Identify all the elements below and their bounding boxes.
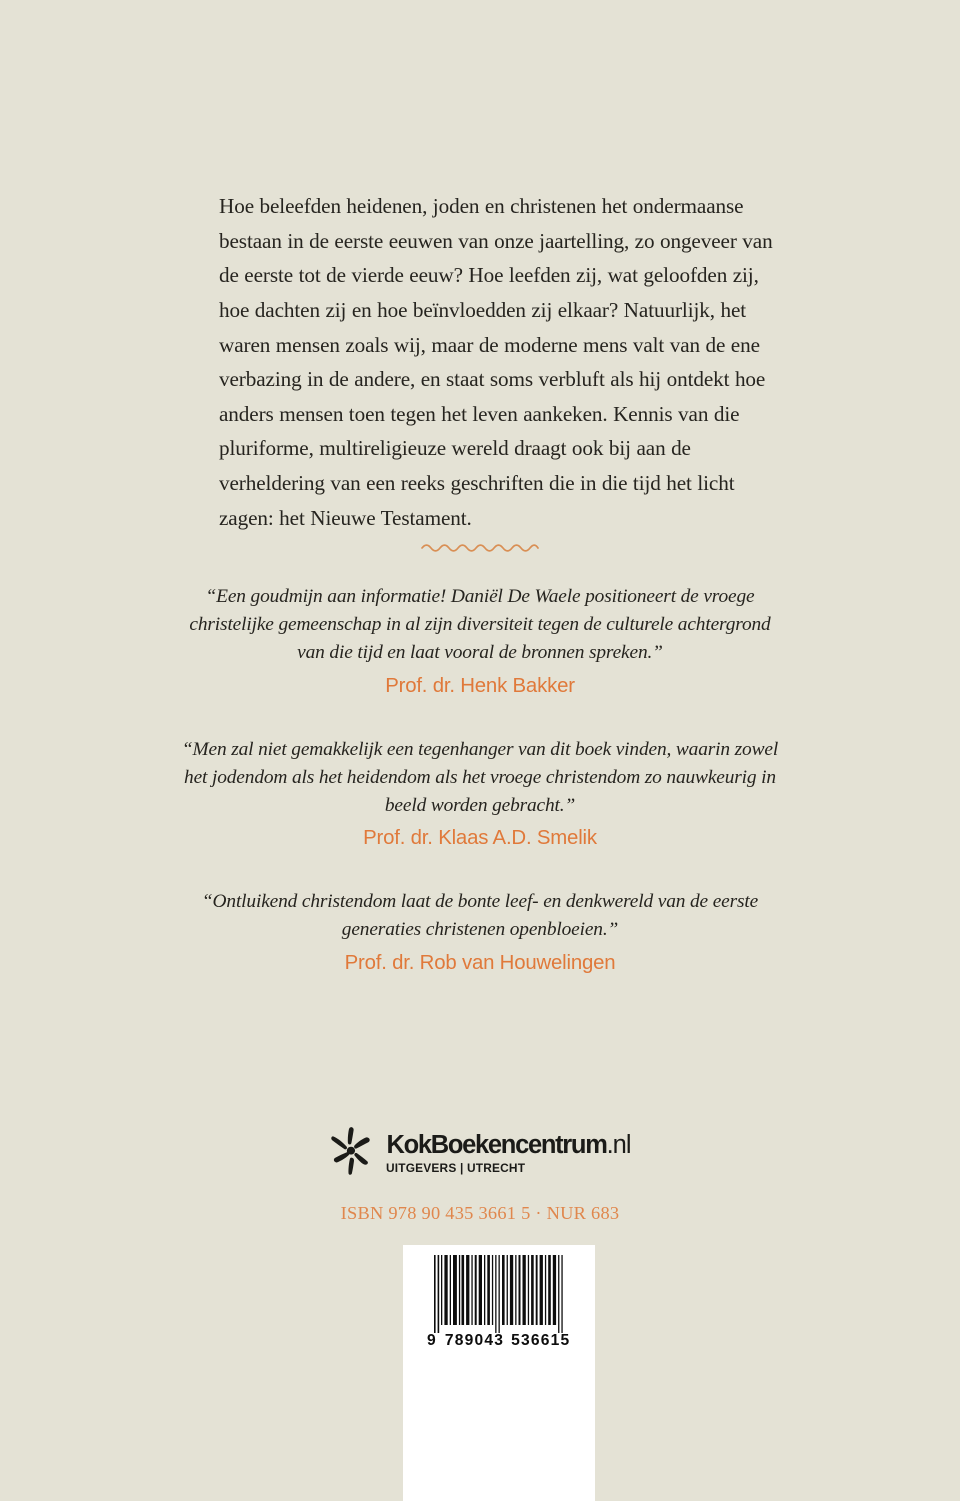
endorsement-item bbox=[170, 888, 790, 976]
barcode-digits-left: 789043 bbox=[444, 1332, 505, 1349]
endorsement-attribution: Prof. dr. Klaas A.D. Smelik bbox=[363, 827, 597, 850]
barcode bbox=[426, 1255, 572, 1350]
endorsement-quote: “Men zal niet gemakkelijk een tegenhanger van dit boek vinden, waarin zowel het jodendom als het heidendom als het vroege christendom zo nauwkeurig in beeld worden gebracht.” bbox=[181, 738, 779, 817]
publisher-name-main: KokBoekencentrum bbox=[386, 1131, 607, 1160]
endorsement-item bbox=[170, 583, 790, 700]
barcode-digit-lead: 9 bbox=[427, 1332, 437, 1349]
publisher-logo bbox=[0, 1126, 960, 1181]
isbn-nur-line: ISBN 978 90 435 3661 5 · NUR 683 bbox=[340, 1203, 620, 1223]
wavy-divider bbox=[0, 536, 960, 558]
publisher-name-tld: .nl bbox=[606, 1131, 631, 1160]
publisher-name bbox=[386, 1133, 630, 1159]
back-cover-blurb: Hoe beleefden heidenen, joden en christenen het ondermaanse bestaan in de eerste eeuwen van onze jaartelling, zo ongeveer van de eerste tot de vierde eeuw? Hoe leefden zij, wat geloofden zij, hoe dachten zij en hoe beïnvloedden zij elkaar? Natuurlijk, het waren mensen zoals wij, maar de moderne mens valt van de ene verbazing in de andere, en staat soms verbluft als hij ontdekt hoe anders mensen toen tegen het leven aankeken. Kennis van die pluriforme, multireligieuze wereld draagt ook bij aan de verheldering van een reeks geschriften die in die tijd het licht zagen: het Nieuwe Testament. bbox=[219, 194, 773, 530]
barcode-digits-right: 536615 bbox=[511, 1332, 571, 1349]
endorsement-item bbox=[170, 736, 790, 853]
barcode-digits bbox=[426, 1332, 572, 1350]
endorsements-list bbox=[170, 583, 790, 977]
wavy-line-ornament-icon bbox=[420, 540, 540, 554]
barcode-bars-icon bbox=[426, 1255, 572, 1333]
publisher-logo-group bbox=[329, 1126, 630, 1181]
barcode-panel bbox=[403, 1245, 595, 1501]
publisher-subtitle: UITGEVERS | UTRECHT bbox=[386, 1160, 526, 1175]
kok-boekencentrum-asterisk-logo-icon bbox=[329, 1126, 373, 1181]
endorsement-quote: “Ontluikend christendom laat de bonte leef- en denkwereld van de eerste generaties christenen openbloeien.” bbox=[201, 891, 759, 941]
endorsement-quote: “Een goudmijn aan informatie! Daniël De Waele positioneert de vroege christelijke gemeenschap in al zijn diversiteit tegen de culturele achtergrond van die tijd en laat vooral de bronnen spreken.” bbox=[189, 586, 771, 664]
endorsement-attribution: Prof. dr. Rob van Houwelingen bbox=[344, 951, 616, 974]
endorsement-attribution: Prof. dr. Henk Bakker bbox=[385, 674, 575, 697]
publisher-logo-wordmark bbox=[386, 1133, 630, 1174]
